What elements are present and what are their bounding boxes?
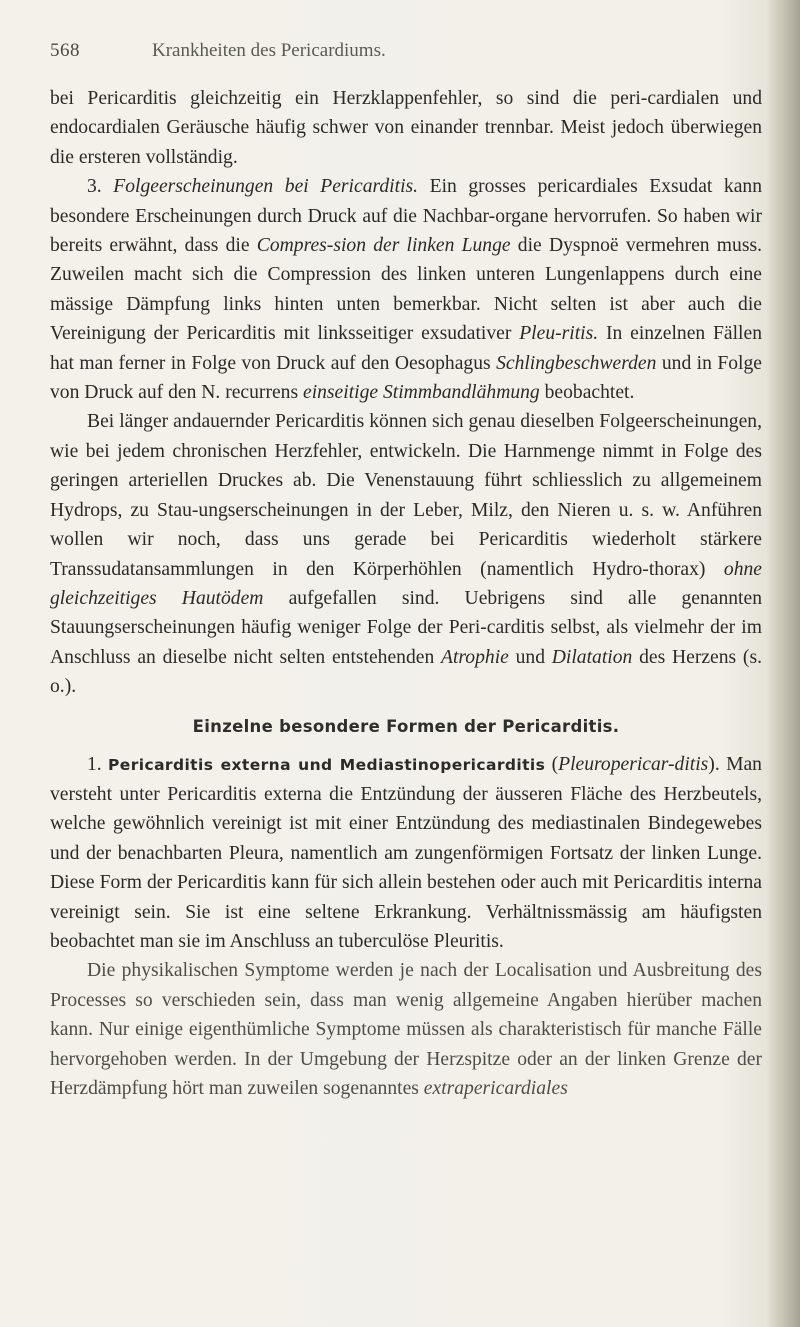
p4-emphasis-1: Pleuropericar-ditis xyxy=(558,753,709,775)
p3-text-2: aufgefallen sind. Uebrigens sind alle genannten Stauungserscheinungen häufig weniger Folge der Peri-carditis selbst, als vielmehr der im Anschluss an dieselbe nicht selten entstehenden xyxy=(50,587,762,668)
p2-emphasis-1: Compres-sion der linken Lunge xyxy=(256,235,511,257)
paragraph-5 xyxy=(50,956,762,1103)
paragraph-4 xyxy=(50,750,762,957)
p4-title: Pericarditis externa und Mediastinopericarditis xyxy=(108,755,546,774)
section-heading: Einzelne besondere Formen der Pericarditis. xyxy=(192,716,620,736)
body-text xyxy=(50,84,762,1103)
p3-text-4: des Herzens (s. o.). xyxy=(50,646,762,698)
page-number: 568 xyxy=(50,40,80,61)
p2-emphasis-3: Schlingbeschwerden xyxy=(496,352,657,374)
p3-text-3: und xyxy=(508,646,552,668)
p4-number: 1. xyxy=(87,753,109,775)
p3-emphasis-2: Atrophie xyxy=(441,646,509,668)
p2-text-3: In einzelnen Fällen hat man ferner in Folge von Druck auf den Oesophagus xyxy=(50,323,762,374)
p2-emphasis-2: Pleu-ritis. xyxy=(519,323,599,345)
p5-emphasis-1: extrapericardiales xyxy=(423,1078,568,1099)
p2-text-4: und in Folge von Druck auf den N. recurrens xyxy=(50,352,762,404)
p5-text-1: Die physikalischen Symptome werden je nach der Localisation und Ausbreitung des Processes so verschieden sein, dass man wenig allgemeine Angaben hierüber machen kann. Nur einige eigenthümliche Symptome müssen als charakteristisch für manche Fälle hervorgehoben werden. In der Umgebung der Herzspitze oder an der linken Grenze der Herzdämpfung hört man zuweilen sogenanntes xyxy=(50,960,762,1099)
running-title: Krankheiten des Pericardiums. xyxy=(152,40,386,61)
paragraph-1 xyxy=(50,84,762,172)
p2-text-5: beobachtet. xyxy=(539,382,635,404)
p2-title: Folgeerscheinungen bei Pericarditis. xyxy=(113,176,419,198)
page-edge-shadow xyxy=(766,0,800,1327)
p3-emphasis-1: ohne gleichzeitiges Hautödem xyxy=(50,558,762,609)
p4-text-2: ). Man versteht unter Pericarditis externa die Entzündung der äusseren Fläche des Herzbeutels, welche gewöhnlich vereinigt ist mit einer Entzündung des mediastinalen Bindegewebes und der benachbarten Pleura, namentlich am zungenförmigen Fortsatz der linken Lunge. Diese Form der Pericarditis kann für sich allein bestehen oder auch mit Pericarditis interna vereinigt sein. Sie ist eine seltene Erkrankung. Verhältnissmässig am häufigsten beobachtet man sie im Anschluss an tuberculöse Pleuritis. xyxy=(50,753,762,952)
page-header xyxy=(50,40,750,66)
p1-text: bei Pericarditis gleichzeitig ein Herzklappenfehler, so sind die peri-cardialen und endocardialen Geräusche häufig schwer von einander trennbar. Meist jedoch überwiegen die ersteren vollständig. xyxy=(50,88,762,168)
p2-text-1: Ein grosses pericardiales Exsudat kann besondere Erscheinungen durch Druck auf die Nachbar-organe hervorrufen. So haben wir bereits erwähnt, dass die xyxy=(50,176,763,257)
paragraph-3 xyxy=(50,407,762,701)
paragraph-2 xyxy=(50,172,762,407)
p3-text-1: Bei länger andauernder Pericarditis können sich genau dieselben Folgeerscheinungen, wie bei jedem chronischen Herzfehler, entwickeln. Die Harnmenge nimmt in Folge des geringen arteriellen Druckes ab. Die Venenstauung führt schliesslich zu allgemeinem Hydrops, zu Stau-ungserscheinungen in der Leber, Milz, den Nieren u. s. w. Anführen wollen wir noch, dass uns gerade bei Pericarditis wiederholt stärkere Transsudatansammlungen in den Körperhöhlen (namentlich Hydro-thorax) xyxy=(50,411,762,580)
p2-emphasis-4: einseitige Stimmbandlähmung xyxy=(303,382,540,404)
p2-text-2: die Dyspnoë vermehren muss. Zuweilen macht sich die Compression des linken unteren Lungenlappens durch eine mässige Dämpfung links hinten unten bemerkbar. Nicht selten ist aber auch die Vereinigung der Pericarditis mit linksseitiger exsudativer xyxy=(50,235,762,345)
p4-text-1: ( xyxy=(545,753,559,775)
p2-number: 3. xyxy=(87,176,114,198)
p3-emphasis-3: Dilatation xyxy=(551,646,633,668)
